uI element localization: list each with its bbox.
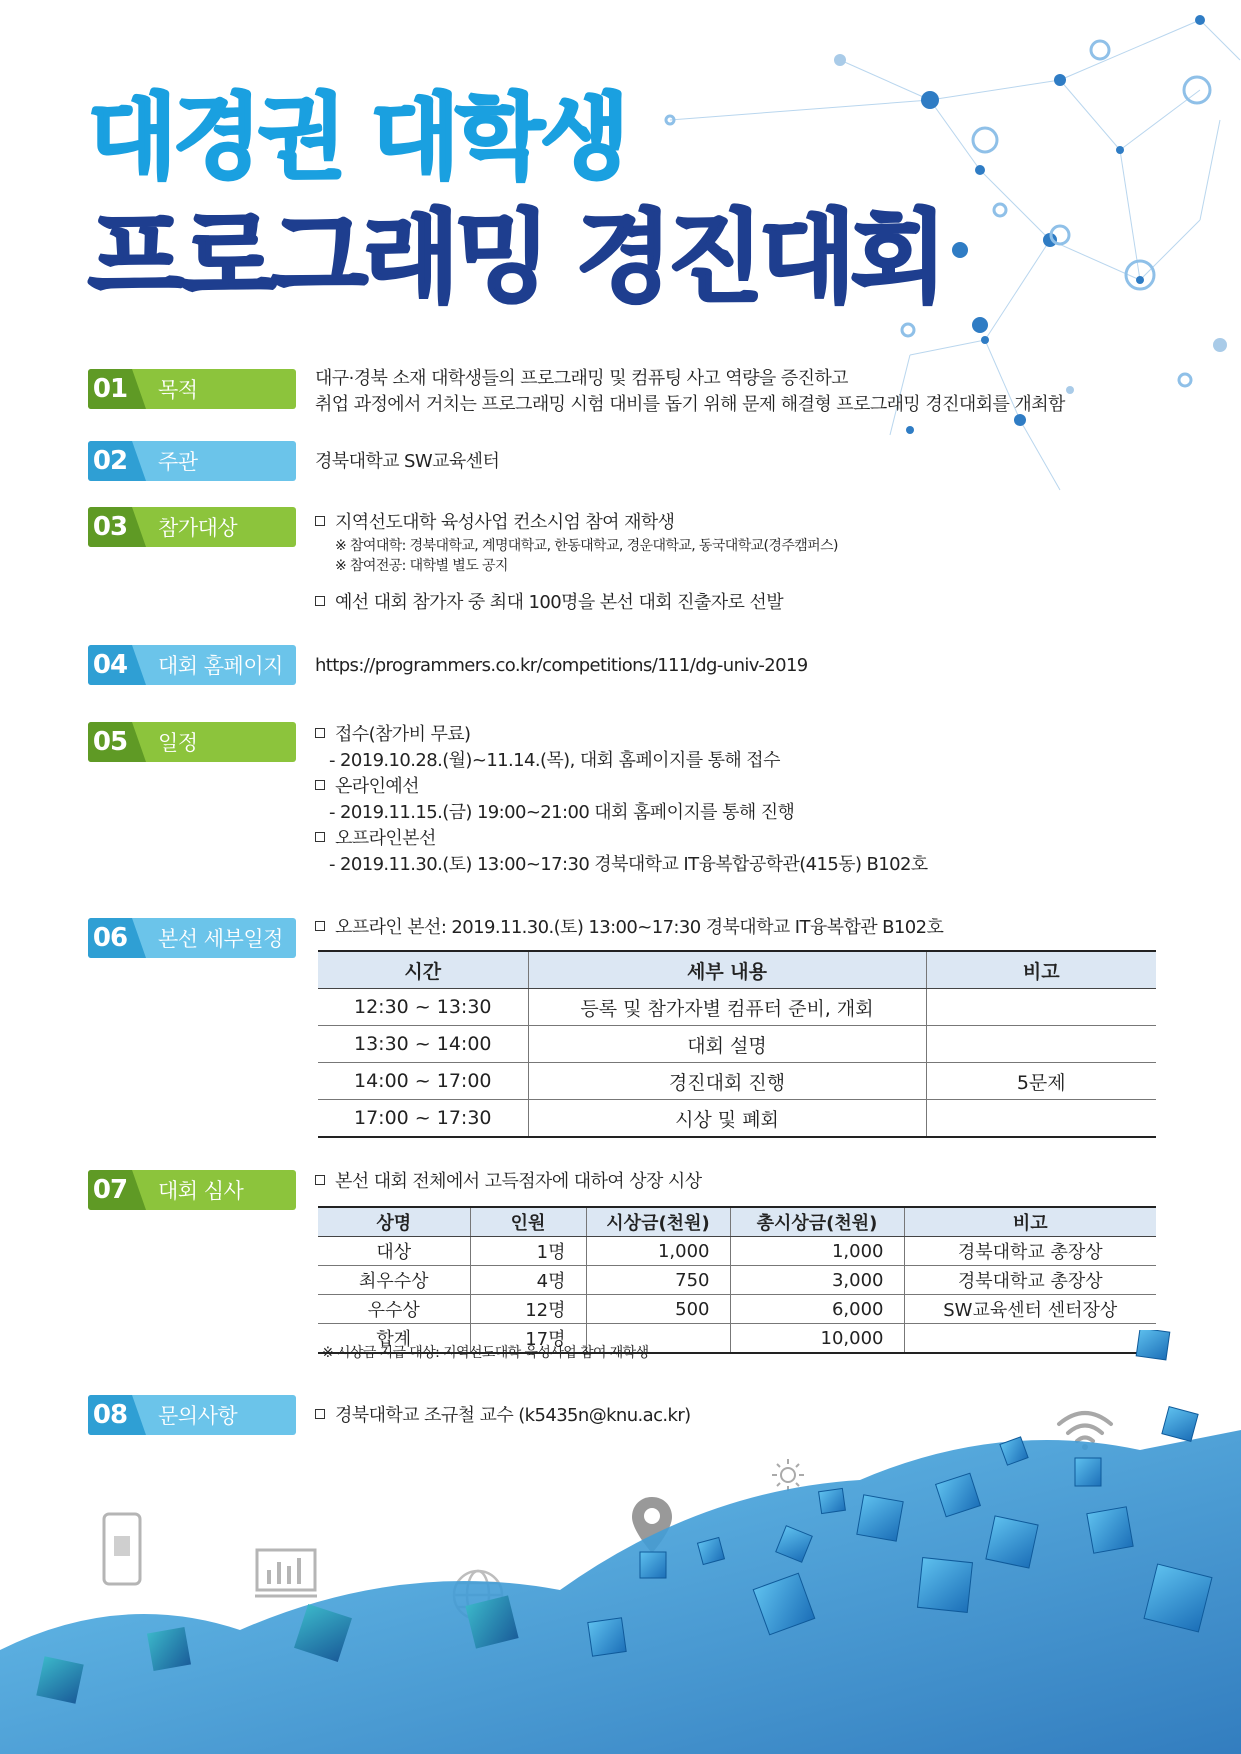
table-row bbox=[318, 989, 1156, 1026]
table-header: 총시상금(천원) bbox=[730, 1207, 904, 1237]
schedule-detail: - 2019.10.28.(월)~11.14.(목), 대회 홈페이지를 통해 접수 bbox=[329, 750, 780, 771]
schedule-bullet: 접수(참가비 무료) bbox=[315, 722, 928, 748]
final-schedule-table bbox=[318, 950, 1156, 1138]
table-header-row bbox=[318, 951, 1156, 989]
table-cell: 경북대학교 총장상 bbox=[904, 1237, 1156, 1266]
schedule-bullet: 온라인예선 bbox=[315, 774, 928, 800]
table-header: 시간 bbox=[318, 951, 528, 989]
section-number: 02 bbox=[88, 441, 132, 481]
section-title: 참가대상 bbox=[158, 516, 238, 540]
section-label-05 bbox=[88, 722, 296, 762]
purpose-line: 대구·경북 소재 대학생들의 프로그래밍 및 컴퓨팅 사고 역량을 증진하고 bbox=[315, 368, 848, 389]
table-row bbox=[318, 1100, 1156, 1138]
title-line2: 프로그래밍 경진대회 bbox=[88, 199, 943, 316]
section-label-03 bbox=[88, 507, 296, 547]
table-cell bbox=[926, 1026, 1156, 1063]
section-label-02 bbox=[88, 441, 296, 481]
section-title: 대회 홈페이지 bbox=[158, 654, 283, 678]
section-title: 목적 bbox=[158, 378, 198, 402]
contact-text: 경북대학교 조규철 교수 (k5435n@knu.ac.kr) bbox=[315, 1403, 691, 1429]
table-cell: SW교육센터 센터장상 bbox=[904, 1295, 1156, 1324]
judging-heading: 본선 대회 전체에서 고득점자에 대하여 상장 시상 bbox=[315, 1169, 702, 1195]
participants-bullet: 예선 대회 참가자 중 최대 100명을 본선 대회 진출자로 선발 bbox=[315, 590, 838, 616]
table-row bbox=[318, 1237, 1156, 1266]
table-cell: 500 bbox=[586, 1295, 730, 1324]
table-cell: 경진대회 진행 bbox=[528, 1063, 926, 1100]
section-label-07 bbox=[88, 1170, 296, 1210]
section-number: 05 bbox=[88, 722, 132, 762]
table-cell: 750 bbox=[586, 1266, 730, 1295]
participants-note: ※ 참여전공: 대학별 별도 공지 bbox=[335, 558, 508, 574]
section-title: 대회 심사 bbox=[158, 1179, 244, 1203]
purpose-line: 취업 과정에서 거치는 프로그래밍 시험 대비를 돕기 위해 문제 해결형 프로그래밍 경진대회를 개최함 bbox=[315, 394, 1065, 415]
table-cell: 합계 bbox=[318, 1324, 470, 1354]
schedule-bullet: 오프라인본선 bbox=[315, 826, 928, 852]
table-cell: 1,000 bbox=[730, 1237, 904, 1266]
table-row bbox=[318, 1026, 1156, 1063]
title-line1: 대경권 대학생 bbox=[88, 84, 626, 191]
table-cell: 대회 설명 bbox=[528, 1026, 926, 1063]
table-cell: 1,000 bbox=[586, 1237, 730, 1266]
section-number: 06 bbox=[88, 918, 132, 958]
table-cell: 5문제 bbox=[926, 1063, 1156, 1100]
table-cell: 4명 bbox=[470, 1266, 586, 1295]
table-row bbox=[318, 1266, 1156, 1295]
table-header: 인원 bbox=[470, 1207, 586, 1237]
table-row bbox=[318, 1295, 1156, 1324]
section-number: 01 bbox=[88, 369, 132, 409]
section-title: 주관 bbox=[158, 450, 198, 474]
table-header: 시상금(천원) bbox=[586, 1207, 730, 1237]
table-cell: 1명 bbox=[470, 1237, 586, 1266]
table-header: 비고 bbox=[926, 951, 1156, 989]
table-row bbox=[318, 1063, 1156, 1100]
table-cell: 10,000 bbox=[730, 1324, 904, 1354]
homepage-link[interactable]: https://programmers.co.kr/competitions/111/dg-univ-2019 bbox=[315, 655, 808, 676]
host-text: 경북대학교 SW교육센터 bbox=[315, 451, 500, 472]
table-cell bbox=[926, 989, 1156, 1026]
table-header: 비고 bbox=[904, 1207, 1156, 1237]
table-header-row bbox=[318, 1207, 1156, 1237]
section-number: 03 bbox=[88, 507, 132, 547]
participants-note: ※ 참여대학: 경북대학교, 계명대학교, 한동대학교, 경운대학교, 동국대학교(경주캠퍼스) bbox=[335, 538, 838, 554]
cubes-decoration bbox=[0, 1330, 1241, 1754]
table-cell: 6,000 bbox=[730, 1295, 904, 1324]
section-number: 04 bbox=[88, 645, 132, 685]
schedule-detail: - 2019.11.15.(금) 19:00~21:00 대회 홈페이지를 통해 진행 bbox=[329, 802, 795, 823]
table-cell: 3,000 bbox=[730, 1266, 904, 1295]
schedule-detail: - 2019.11.30.(토) 13:00~17:30 경북대학교 IT융복합공학관(415동) B102호 bbox=[329, 854, 928, 875]
table-cell: 등록 및 참가자별 컴퓨터 준비, 개회 bbox=[528, 989, 926, 1026]
prize-note: ※ 시상금 지급 대상: 지역선도대학 육성사업 참여 재학생 bbox=[322, 1345, 649, 1361]
participants-block bbox=[315, 510, 838, 616]
table-header: 세부 내용 bbox=[528, 951, 926, 989]
section-title: 문의사항 bbox=[158, 1404, 238, 1428]
table-cell: 시상 및 폐회 bbox=[528, 1100, 926, 1138]
table-cell: 12:30 ~ 13:30 bbox=[318, 989, 528, 1026]
schedule-block bbox=[315, 722, 928, 878]
purpose-text bbox=[315, 366, 1065, 418]
table-cell: 우수상 bbox=[318, 1295, 470, 1324]
table-cell: 대상 bbox=[318, 1237, 470, 1266]
final-detail-heading: 오프라인 본선: 2019.11.30.(토) 13:00~17:30 경북대학교 IT융복합관 B102호 bbox=[315, 915, 943, 941]
table-cell: 최우수상 bbox=[318, 1266, 470, 1295]
table-cell: 17명 bbox=[470, 1324, 586, 1354]
table-cell: 12명 bbox=[470, 1295, 586, 1324]
table-cell: 17:00 ~ 17:30 bbox=[318, 1100, 528, 1138]
section-number: 07 bbox=[88, 1170, 132, 1210]
table-cell: 14:00 ~ 17:00 bbox=[318, 1063, 528, 1100]
table-cell: 13:30 ~ 14:00 bbox=[318, 1026, 528, 1063]
table-cell: 경북대학교 총장상 bbox=[904, 1266, 1156, 1295]
section-title: 일정 bbox=[158, 731, 198, 755]
section-label-01 bbox=[88, 369, 296, 409]
section-number: 08 bbox=[88, 1395, 132, 1435]
section-label-06 bbox=[88, 918, 296, 958]
table-cell bbox=[926, 1100, 1156, 1138]
table-header: 상명 bbox=[318, 1207, 470, 1237]
participants-bullet: 지역선도대학 육성사업 컨소시엄 참여 재학생 bbox=[315, 510, 838, 536]
section-title: 본선 세부일정 bbox=[158, 927, 283, 951]
section-label-04 bbox=[88, 645, 296, 685]
